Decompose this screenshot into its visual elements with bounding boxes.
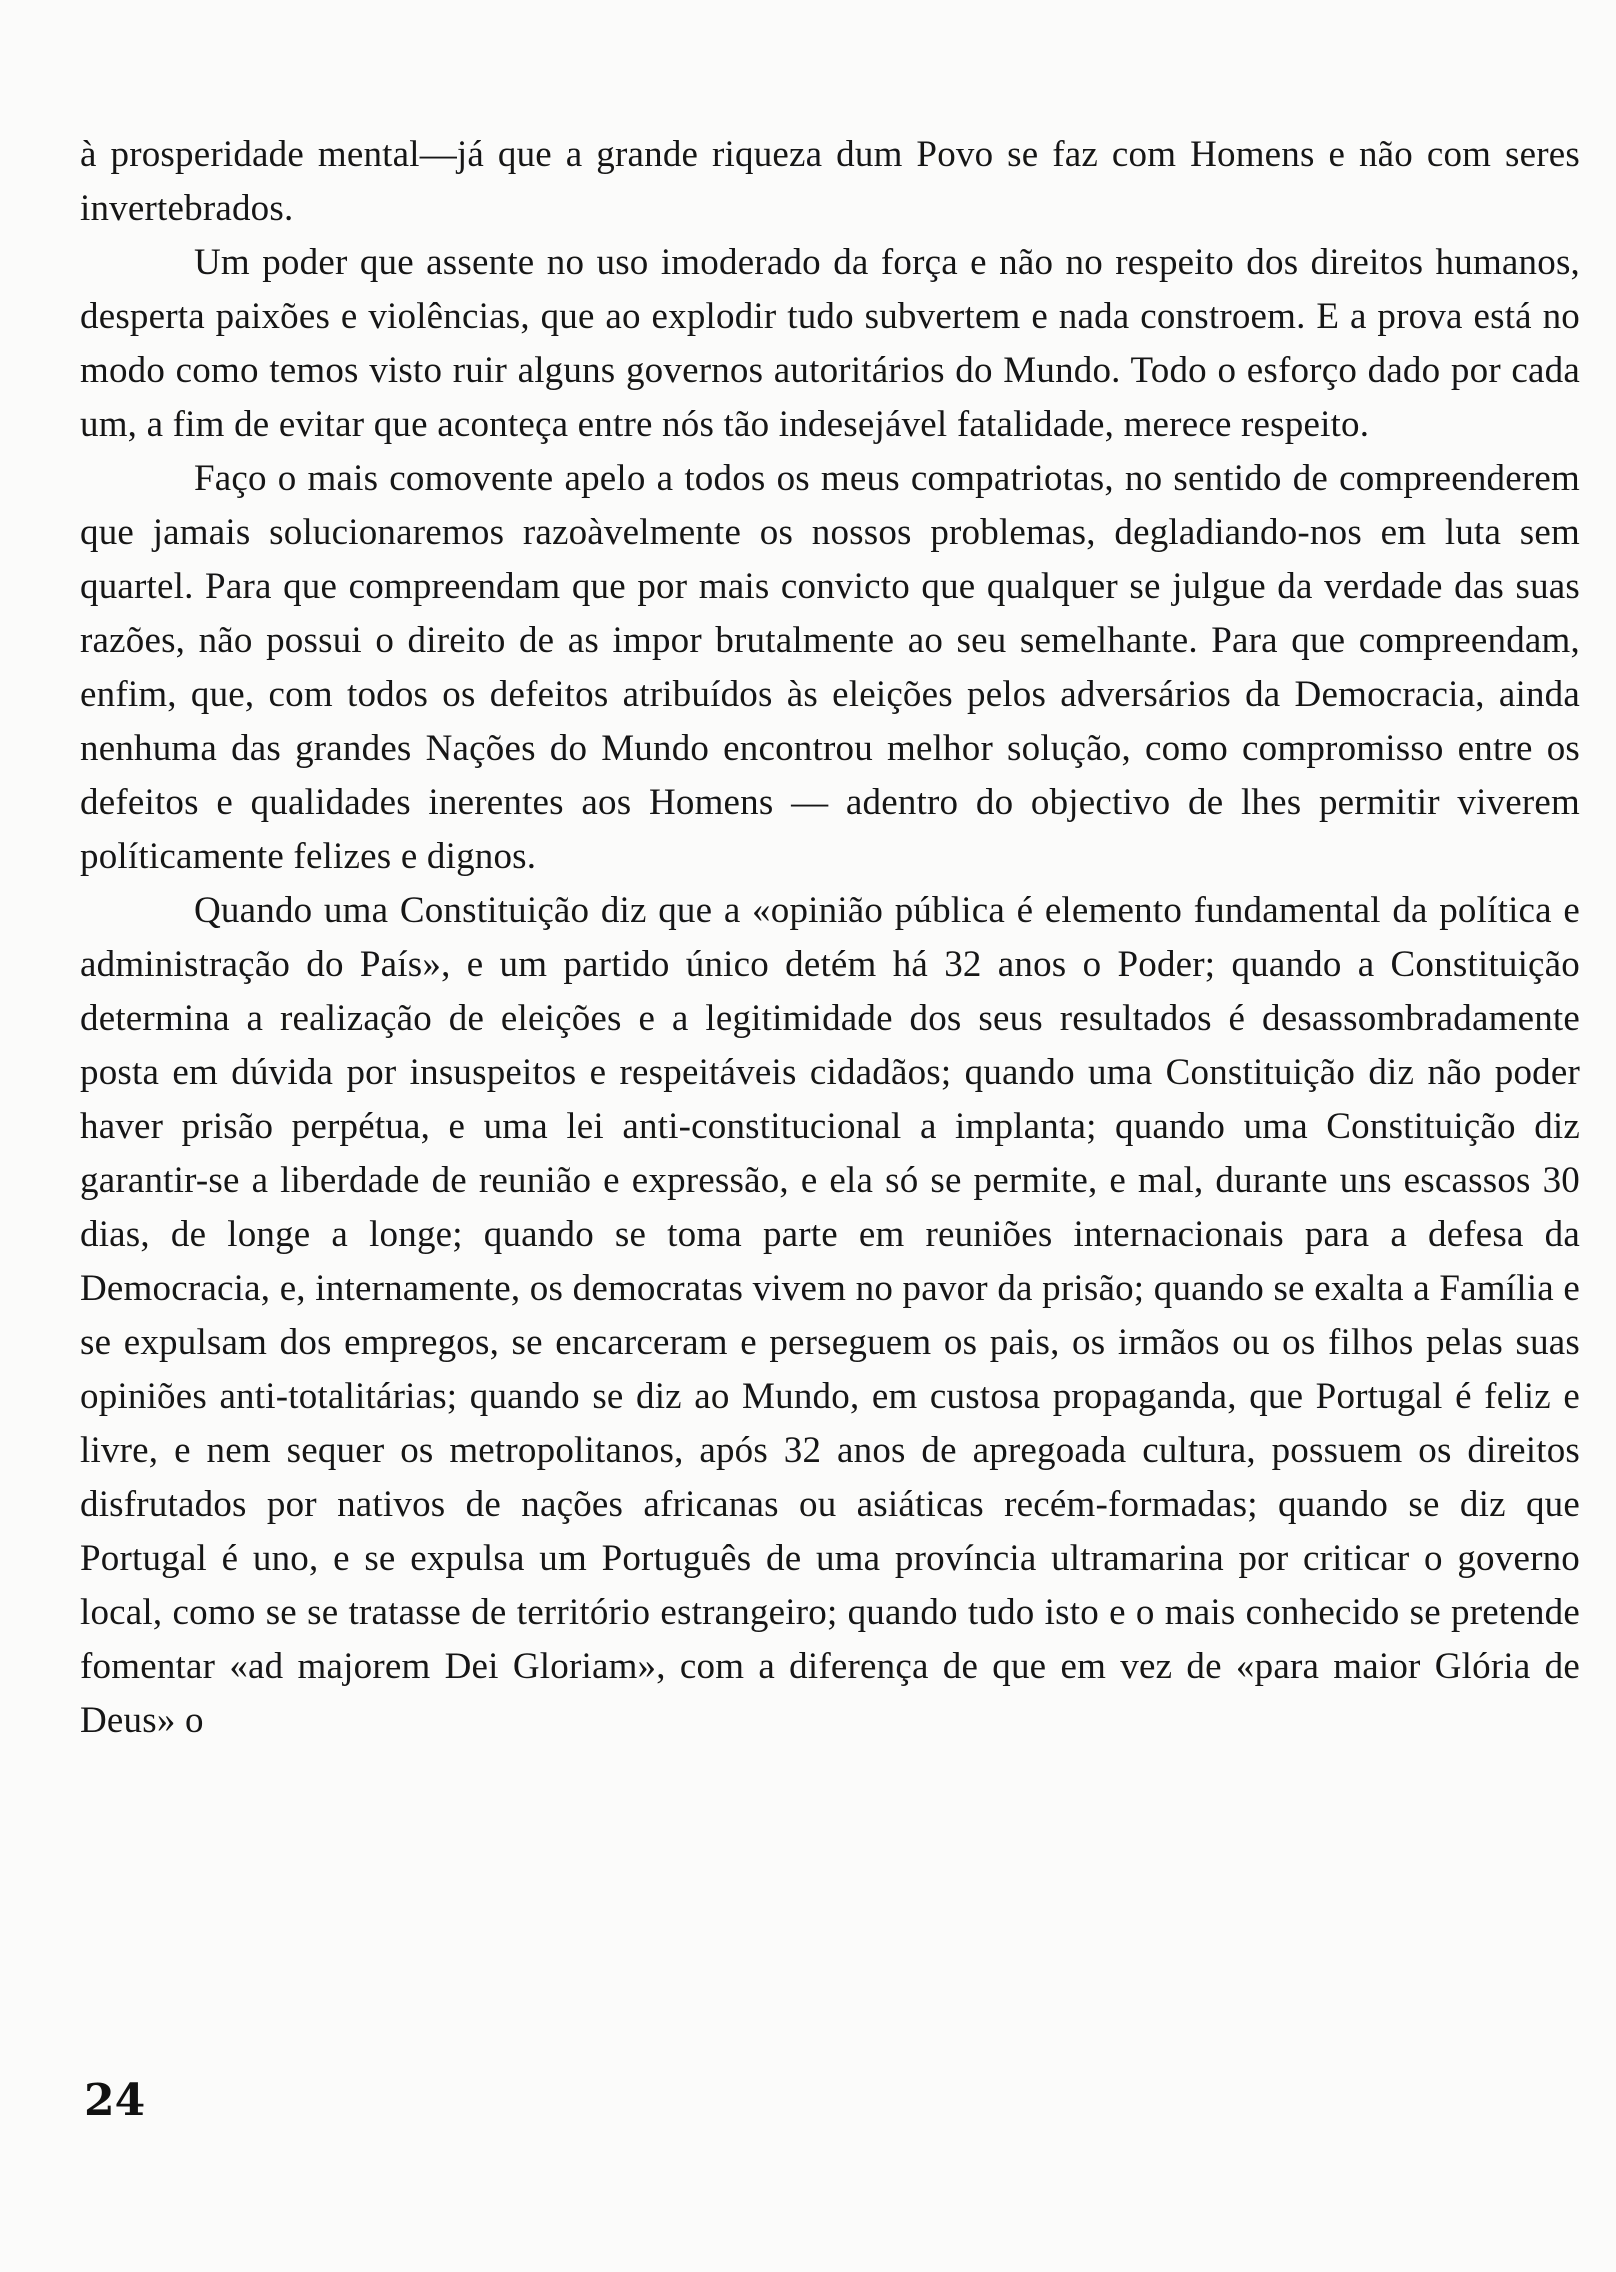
paragraph-appeal-to-compatriots: Faço o mais comovente apelo a todos os meus compatriotas, no sentido de compreenderem que jamais solucionaremos razoàvelmente os nossos problemas, degladiando-nos em luta sem quartel. Para que compreendam que por mais convicto que qualquer se julgue da verdade das suas razões, não possui o direito de as impor brutalmente ao seu semelhante. Para que compreendam, enfim, que, com todos os defeitos atribuídos às eleições pelos adversários da Democracia, ainda nenhuma das grandes Nações do Mundo encontrou melhor solução, como compromisso entre os defeitos e qualidades inerentes aos Homens — adentro do objectivo de lhes permitir viverem políticamente felizes e dignos. — [80, 458, 1580, 877]
paragraph-constitution-contradictions: Quando uma Constituição diz que a «opinião pública é elemento fundamental da política e administração do País», e um partido único detém há 32 anos o Poder; quando a Constituição determina a realização de eleições e a legitimidade dos seus resultados é desassombradamente posta em dúvida por insuspeitos e respeitáveis cidadãos; quando uma Constituição diz não poder haver prisão perpétua, e uma lei anti-constitucional a implanta; quando uma Constituição diz garantir-se a liberdade de reunião e expressão, e ela só se permite, e mal, durante uns escassos 30 dias, de longe a longe; quando se toma parte em reuniões internacionais para a defesa da Democracia, e, internamente, os democratas vivem no pavor da prisão; quando se exalta a Família e se expulsam dos empregos, se encarceram e perseguem os pais, os irmãos ou os filhos pelas suas opiniões anti-totalitárias; quando se diz ao Mundo, em custosa propaganda, que Portugal é feliz e livre, e nem sequer os metropolitanos, após 32 anos de apregoada cultura, possuem os direitos disfrutados por nativos de nações africanas ou asiáticas recém-formadas; quando se diz que Portugal é uno, e se expulsa um Português de uma província ultramarina por criticar o governo local, como se se tratasse de território estrangeiro; quando tudo isto e o mais conhecido se pretende fomentar «ad majorem Dei Gloriam», com a diferença de que em vez de «para maior Glória de Deus» o — [80, 890, 1580, 1741]
page-number: 24 — [84, 2075, 146, 2126]
paragraph-force-and-rights: Um poder que assente no uso imoderado da força e não no respeito dos direitos humanos, desperta paixões e violências, que ao explodir tudo subvertem e nada constroem. E a prova está no modo como temos visto ruir alguns governos autoritários do Mundo. Todo o esforço dado por cada um, a fim de evitar que aconteça entre nós tão indesejável fatalidade, merece respeito. — [80, 242, 1580, 445]
body-text — [80, 128, 1580, 1748]
paragraph-continuation: à prosperidade mental—já que a grande riqueza dum Povo se faz com Homens e não com seres invertebrados. — [80, 134, 1580, 229]
